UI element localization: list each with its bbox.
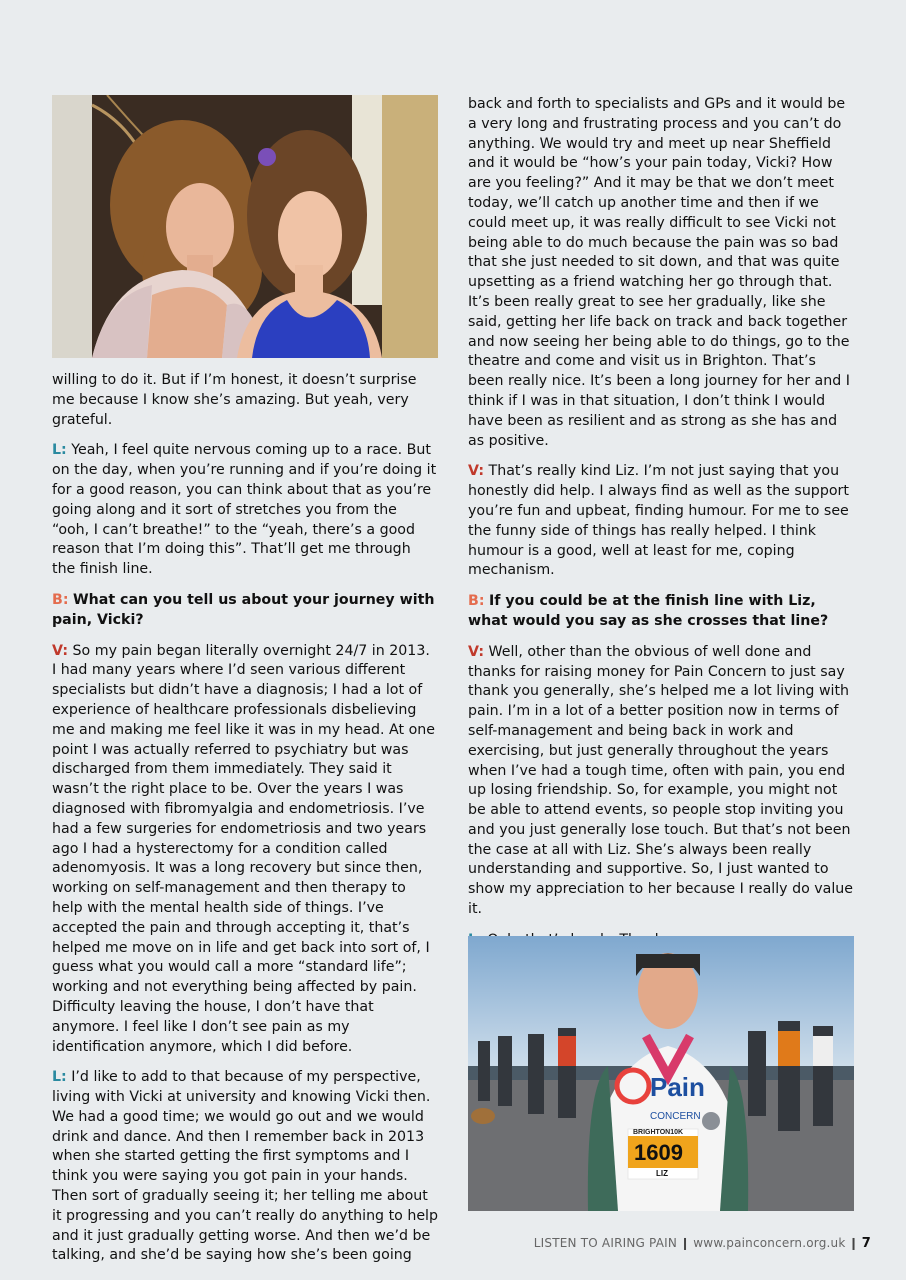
paragraph: willing to do it. But if I’m honest, it doesn’t surprise me because I know she’s amazing. But yeah, very grateful. <box>52 372 417 428</box>
article-right-column <box>468 95 854 962</box>
speaker-label: L: <box>52 1069 67 1086</box>
speaker-label: V: <box>52 642 69 659</box>
speaker-label: V: <box>468 643 485 660</box>
speaker-label: V: <box>468 463 485 480</box>
page-footer <box>534 1236 871 1251</box>
bib-name: LIZ <box>656 1169 668 1178</box>
shirt-sub: CONCERN <box>650 1111 701 1122</box>
article-left-column <box>52 371 438 1277</box>
interview-question: If you could be at the finish line with Liz, what would you say as she crosses that line? <box>468 593 829 629</box>
paragraph <box>52 591 438 631</box>
paragraph: back and forth to specialists and GPs and it would be a very long and frustrating process and you can’t do anything. We would try and meet up near Sheffield and it would be “how’s your pain today, Vicki? How are you feeling?” And it may be that we don’t meet today, we’ll catch up another time and then if we could meet up, it was really difficult to see Vicki not being able to do much because the pain was so bad that she just needed to sit down, and that was quite upsetting as a friend watching her go through that. It’s been really great to see her gradually, like she said, getting her life back on track and back together and now seeing her being able to do things, go to the theatre and come and visit us in Brighton. That’s been really nice. It’s been a long journey for her and I think if I was in that situation, I don’t think I would have been as resilient and as strong as she has and as positive. <box>468 96 850 449</box>
paragraph: V: Well, other than the obvious of well done and thanks for raising money for Pain Concern to just say thank you generally, she’s helped me a lot living with pain. I’m in a lot of a better position now in terms of self-management and being back in work and exercising, but just generally throughout the years when I’ve had a tough time, often with pain, you end up losing friendship. So, for example, you might not be able to attend events, so people stop inviting you and you just generally lose touch. But that’s not been the case at all with Liz. She’s always been really understanding and supportive. So, I just wanted to show my appreciation to her because I really do value it. <box>468 643 854 918</box>
speaker-label: L: <box>52 442 67 459</box>
paragraph: L: Yeah, I feel quite nervous coming up to a race. But on the day, when you’re running and if you’re doing it for a good reason, you can think about that as you’re going along and it sort of stretches you from the “ooh, I can’t breathe!” to the “yeah, there’s a good reason that I’m doing this”. That’ll get me through the finish line. <box>52 442 437 578</box>
photo-runner-finish <box>468 936 854 1211</box>
paragraph: L: I’d like to add to that because of my perspective, living with Vicki at university and knowing Vicki then. We had a good time; we would go out and we would drink and dance. And then I remember back in 2013 when she started getting the first symptoms and I think you were saying you got pain in your hands. Then sort of gradually seeing it; her telling me about it progressing and you can’t really do anything to help and it just gradually getting worse. And then we’d be talking, and she’d be saying how she’s been going <box>52 1069 438 1264</box>
footer-separator-icon: ❙ <box>680 1236 691 1250</box>
speaker-label: B: <box>52 591 69 608</box>
bib-number: 1609 <box>634 1140 683 1165</box>
interview-question: What can you tell us about your journey with pain, Vicki? <box>52 591 435 628</box>
paragraph: V: So my pain began literally overnight 24/7 in 2013. I had many years where I’d seen various different specialists but didn’t have a diagnosis; I had a lot of experience of healthcare professionals disbelieving me and making me feel like it was in my head. At one point I was actually referred to psychiatry but was discharged from them immediately. They said it wasn’t the right place to be. Over the years I was diagnosed with fibromyalgia and endometriosis. I’ve had a few surgeries for endometriosis and two years ago I had a hysterectomy for a condition called adenomyosis. It was a long recovery but since then, working on self-management and then therapy to help with the mental health side of things. I’ve accepted the pain and through accepting it, that’s helped me move on in life and get back into sort of, I guess what you would call a more “standard life”; working and not everything being affected by pain. Difficulty leaving the house, I don’t have that anymore. I feel like I don’t see pain as my identification anymore, which I did before. <box>52 642 435 1055</box>
paragraph: V: That’s really kind Liz. I’m not just saying that you honestly did help. I always find as well as the support you’re fun and upbeat, finding humour. For me to see the funny side of things has really helped. I think humour is a good, well at least for me, coping mechanism. <box>468 463 849 579</box>
footer-separator-icon: ❙ <box>848 1236 859 1250</box>
paragraph <box>468 592 854 632</box>
footer-url[interactable]: www.painconcern.org.uk <box>693 1236 846 1250</box>
bib-event: BRIGHTON10K <box>633 1129 684 1136</box>
shirt-brand: Pain <box>650 1072 705 1102</box>
speaker-label: B: <box>468 593 485 610</box>
photo-two-women <box>52 95 438 358</box>
footer-label: LISTEN TO AIRING PAIN <box>533 1236 678 1250</box>
page-number: 7 <box>861 1236 871 1251</box>
